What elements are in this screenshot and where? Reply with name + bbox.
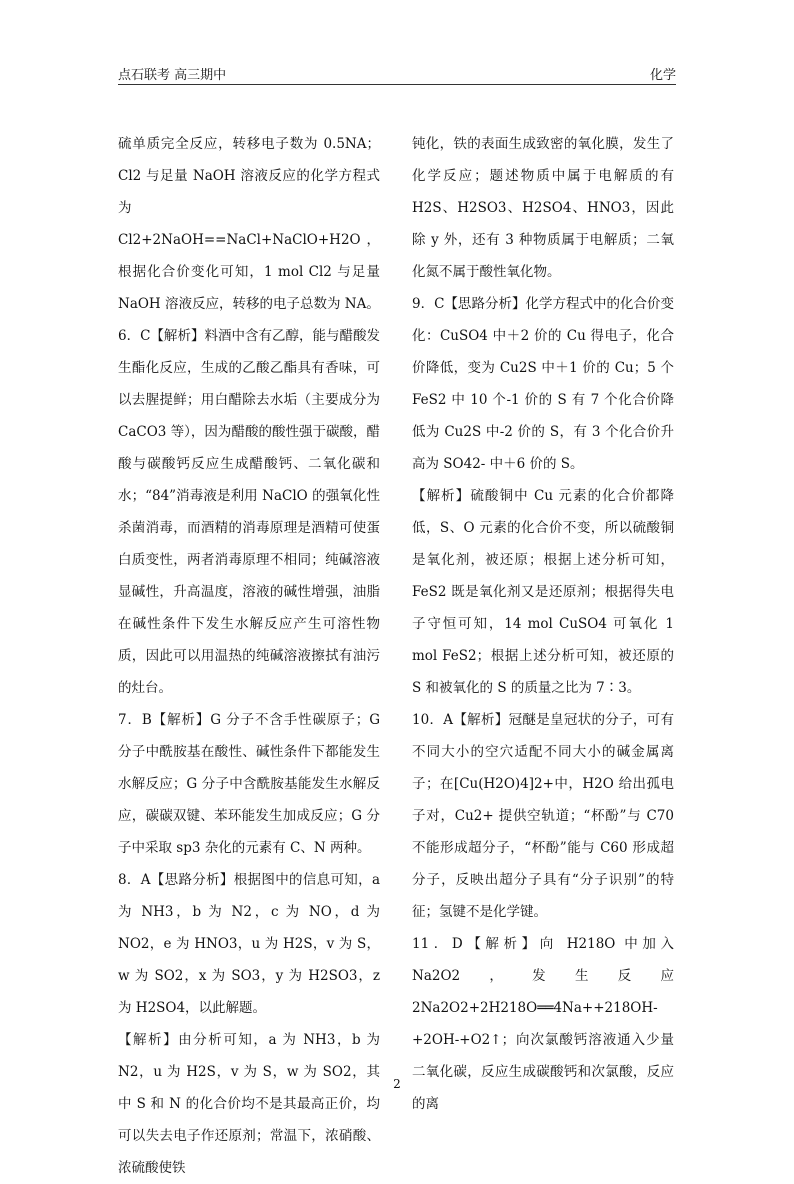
header-subject: 化学 <box>649 68 676 83</box>
answer-8-continuation: 钝化，铁的表面生成致密的氧化膜，发生了化学反应；题述物质中属于电解质的有 H2S、H2SO3、H2SO4、HNO3，因此除 y 外，还有 3 种物质属于电解质；二氧化氮不属于酸性氧化物。 <box>412 136 674 280</box>
answer-7: 7．B【解析】G 分子不含手性碳原子；G 分子中酰胺基在酸性、碱性条件下都能发生水解反应；G 分子中含酰胺基能发生水解反应，碳碳双键、苯环能发生加成反应；G 分子中采取 sp3 杂化的元素有 C、N 两种。 <box>118 712 380 856</box>
answer-9-explanation: 【解析】硫酸铜中 Cu 元素的化合价都降低，S、O 元素的化合价不变，所以硫酸铜是氧化剂，被还原；根据上述分析可知，FeS2 既是氧化剂又是还原剂；根据得失电子守恒可知，14 mol CuSO4 可氧化 1 mol FeS2；根据上述分析可知，被还原的 S 和被氧化的 S 的质量之比为 7∶3。 <box>412 488 674 696</box>
answer-8-explanation: 【解析】由分析可知，a 为 NH3，b 为 N2，u 为 H2S，v 为 S，w 为 SO2，其中 S 和 N 的化合价均不是其最高正价，均可以失去电子作还原剂；常温下，浓硝酸、浓硫酸使铁 <box>118 1032 380 1176</box>
answer-9-analysis: 9．C【思路分析】化学方程式中的化合价变化：CuSO4 中＋2 价的 Cu 得电子，化合价降低，变为 Cu2S 中＋1 价的 Cu；5 个 FeS2 中 10 个-1 价的 S 有 7 个化合价降低为 Cu2S 中-2 价的 S，有 3 个化合价升高为 SO42- 中＋6 价的 S。 <box>412 296 674 472</box>
header-exam-title: 点石联考 高三期中 <box>118 68 227 83</box>
answer-6: 6．C【解析】料酒中含有乙醇，能与醋酸发生酯化反应，生成的乙酸乙酯具有香味，可以去腥提鲜；用白醋除去水垢（主要成分为 CaCO3 等），因为醋酸的酸性强于碳酸，醋酸与碳酸钙反应生成醋酸钙、二氧化碳和水；“84”消毒液是利用 NaClO 的强氧化性杀菌消毒，而酒精的消毒原理是酒精可使蛋白质变性，两者消毒原理不相同；纯碱溶液显碱性，升高温度，溶液的碱性增强，油脂在碱性条件下发生水解反应产生可溶性物质，因此可以用温热的纯碱溶液擦拭有油污的灶台。 <box>118 328 380 696</box>
left-column <box>118 128 380 1184</box>
page-number: 2 <box>393 1077 401 1091</box>
answer-8-analysis: 8．A【思路分析】根据图中的信息可知，a 为 NH3，b 为 N2，c 为 NO，d 为 NO2，e 为 HNO3，u 为 H2S，v 为 S，w 为 SO2，x 为 SO3，y 为 H2SO3，z 为 H2SO4，以此解题。 <box>118 872 380 1016</box>
answer-10: 10．A【解析】冠醚是皇冠状的分子，可有不同大小的空穴适配不同大小的碱金属离子；在[Cu(H2O)4]2+中，H2O 给出孤电子对，Cu2+ 提供空轨道；“杯酚”与 C70 不能形成超分子，“杯酚”能与 C60 形成超分子，反映出超分子具有“分子识别”的特征；氢键不是化学键。 <box>412 712 674 920</box>
paragraph-continuation-5: 硫单质完全反应，转移电子数为 0.5NA；Cl2 与足量 NaOH 溶液反应的化学方程式为 Cl2+2NaOH==NaCl+NaClO+H2O，根据化合价变化可知，1 mol Cl2 与足量 NaOH 溶液反应，转移的电子总数为 NA。 <box>118 136 380 312</box>
answer-11: 11．D【解析】向 H218O 中加入 Na2O2，发生反应 2Na2O2+2H218O══4Na++218OH-+2OH-+O2↑；向次氯酸钙溶液通入少量二氧化碳，反应生成碳酸钙和次氯酸，反应的离 <box>412 936 674 1112</box>
page-header <box>118 62 676 85</box>
right-column <box>412 128 674 1120</box>
